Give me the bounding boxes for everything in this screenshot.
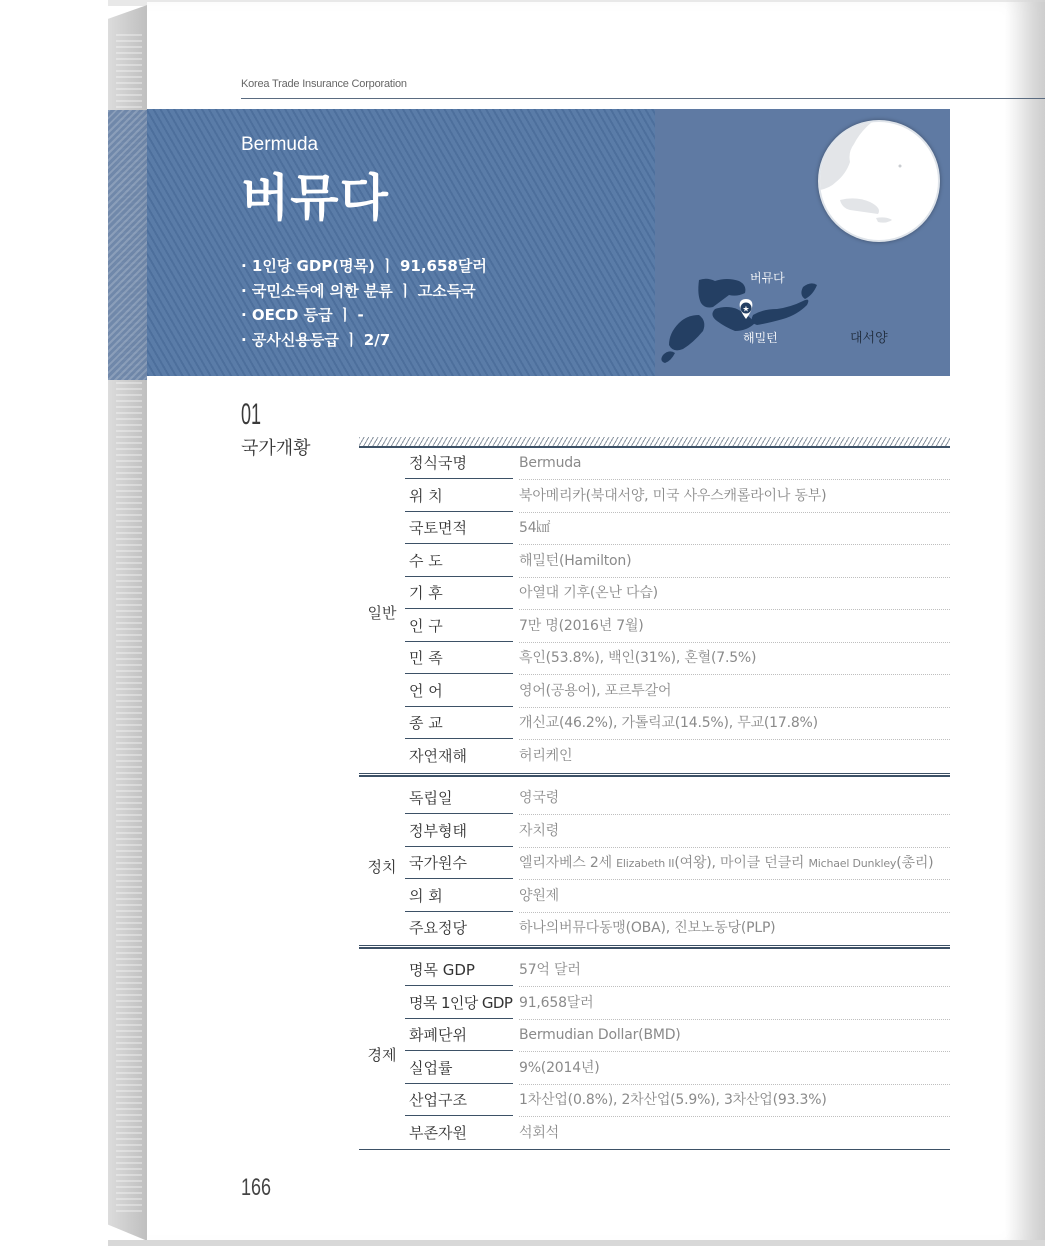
row-value: 해밀턴(Hamilton)	[519, 546, 950, 578]
table-row	[405, 1020, 950, 1053]
table-bottom-rule	[359, 1149, 950, 1150]
page-curl-shade	[1005, 0, 1045, 1246]
row-key: 위 치	[405, 481, 513, 512]
row-key: 인 구	[405, 611, 513, 642]
row-value: Bermudian Dollar(BMD)	[519, 1020, 950, 1052]
table-row	[405, 1118, 950, 1151]
table-row	[405, 481, 950, 514]
table-row	[405, 1053, 950, 1086]
map-label-country: 버뮤다	[750, 271, 785, 285]
row-value: 허리케인	[519, 747, 573, 764]
row-value: 7만 명(2016년 7월)	[519, 611, 950, 643]
row-key: 정식국명	[405, 448, 513, 479]
value-part-latin: Michael Dunkley	[808, 857, 897, 870]
row-key: 종 교	[405, 708, 513, 739]
table-row	[405, 513, 950, 546]
group-divider	[359, 773, 950, 777]
table-row	[405, 988, 950, 1021]
row-key: 국토면적	[405, 513, 513, 544]
value-part: (여왕), 마이클 던클리	[674, 855, 809, 871]
row-value	[519, 848, 950, 880]
row-key: 주요정당	[409, 919, 467, 937]
row-value: 영어(공용어), 포르투갈어	[519, 676, 950, 708]
row-key: 실업률	[405, 1053, 513, 1084]
country-name-en: Bermuda	[241, 134, 319, 155]
row-value: 아열대 기후(온난 다습)	[519, 578, 950, 610]
row-value: 하나의버뮤다동맹(OBA), 진보노동당(PLP)	[519, 920, 776, 936]
page-number: 166	[241, 1174, 272, 1201]
row-key: 화폐단위	[405, 1020, 513, 1051]
value-part-latin: Elizabeth II	[616, 857, 675, 870]
bermuda-map	[655, 109, 950, 376]
row-value: 개신교(46.2%), 가톨릭교(14.5%), 무교(17.8%)	[519, 708, 950, 740]
map-label-capital: 해밀턴	[743, 331, 778, 345]
row-value: 1차산업(0.8%), 2차산업(5.9%), 3차산업(93.3%)	[519, 1085, 950, 1117]
svg-text:★: ★	[742, 304, 750, 314]
row-key: 수 도	[405, 546, 513, 577]
row-key: 의 회	[405, 881, 513, 912]
row-key: 독립일	[405, 783, 513, 814]
row-key: 민 족	[405, 643, 513, 674]
fact-income-class: · 국민소득에 의한 분류 ㅣ 고소득국	[241, 281, 476, 300]
row-value: 흑인(53.8%), 백인(31%), 혼혈(7.5%)	[519, 643, 950, 675]
table-row	[405, 578, 950, 611]
table-row	[405, 1085, 950, 1118]
table-row	[405, 783, 950, 816]
row-key: 언 어	[405, 676, 513, 707]
book-bottom-edge	[108, 1240, 1045, 1246]
row-key: 산업구조	[405, 1085, 513, 1116]
row-value: 54㎢	[519, 513, 950, 545]
row-value: 영국령	[519, 783, 950, 815]
row-key: 자연재해	[409, 746, 467, 765]
table-row	[405, 643, 950, 676]
table-row	[405, 676, 950, 709]
table-row	[405, 448, 950, 481]
group-label-economy: 경제	[367, 1046, 397, 1064]
table-row	[405, 546, 950, 579]
header-rule	[241, 98, 1045, 99]
running-head: Korea Trade Insurance Corporation	[241, 78, 407, 90]
book-spine-band	[108, 110, 150, 380]
row-value: 석회석	[519, 1124, 559, 1141]
row-value: Bermuda	[519, 448, 950, 480]
table-row	[405, 881, 950, 914]
row-key: 기 후	[405, 578, 513, 609]
fact-credit-grade: · 공사신용등급 ㅣ 2/7	[241, 330, 391, 349]
fact-oecd-grade: · OECD 등급 ㅣ -	[241, 306, 364, 324]
section-title: 국가개황	[241, 438, 311, 459]
table-row	[405, 955, 950, 988]
row-value: 자치령	[519, 816, 950, 848]
section-number: 01	[241, 398, 262, 431]
row-value: 양원제	[519, 881, 950, 913]
table-row	[405, 848, 950, 881]
row-value: 57억 달러	[519, 955, 950, 987]
row-key: 명목 GDP	[405, 955, 513, 986]
table-row	[405, 741, 950, 774]
row-value: 91,658달러	[519, 988, 950, 1020]
row-key: 정부형태	[405, 816, 513, 847]
country-name-ko: 버뮤다	[241, 169, 389, 227]
table-row	[405, 611, 950, 644]
row-value: 9%(2014년)	[519, 1053, 950, 1085]
table-top-bar	[359, 437, 950, 448]
group-label-politics: 정치	[367, 858, 397, 876]
table-row	[405, 816, 950, 849]
country-facts	[241, 254, 487, 352]
row-key: 명목 1인당 GDP	[405, 988, 513, 1019]
value-part: (총리)	[896, 855, 934, 871]
table-row	[405, 708, 950, 741]
group-divider	[359, 945, 950, 949]
table-row	[405, 913, 950, 946]
map-label-sea: 대서양	[850, 331, 888, 346]
row-key: 부존자원	[409, 1123, 467, 1142]
row-key: 국가원수	[405, 848, 513, 879]
value-part: 엘리자베스 2세	[519, 855, 617, 871]
row-value: 북아메리카(북대서양, 미국 사우스캐롤라이나 동부)	[519, 481, 950, 513]
group-label-general: 일반	[367, 604, 397, 622]
fact-gdp-per-capita: · 1인당 GDP(명목) ㅣ 91,658달러	[241, 257, 487, 275]
